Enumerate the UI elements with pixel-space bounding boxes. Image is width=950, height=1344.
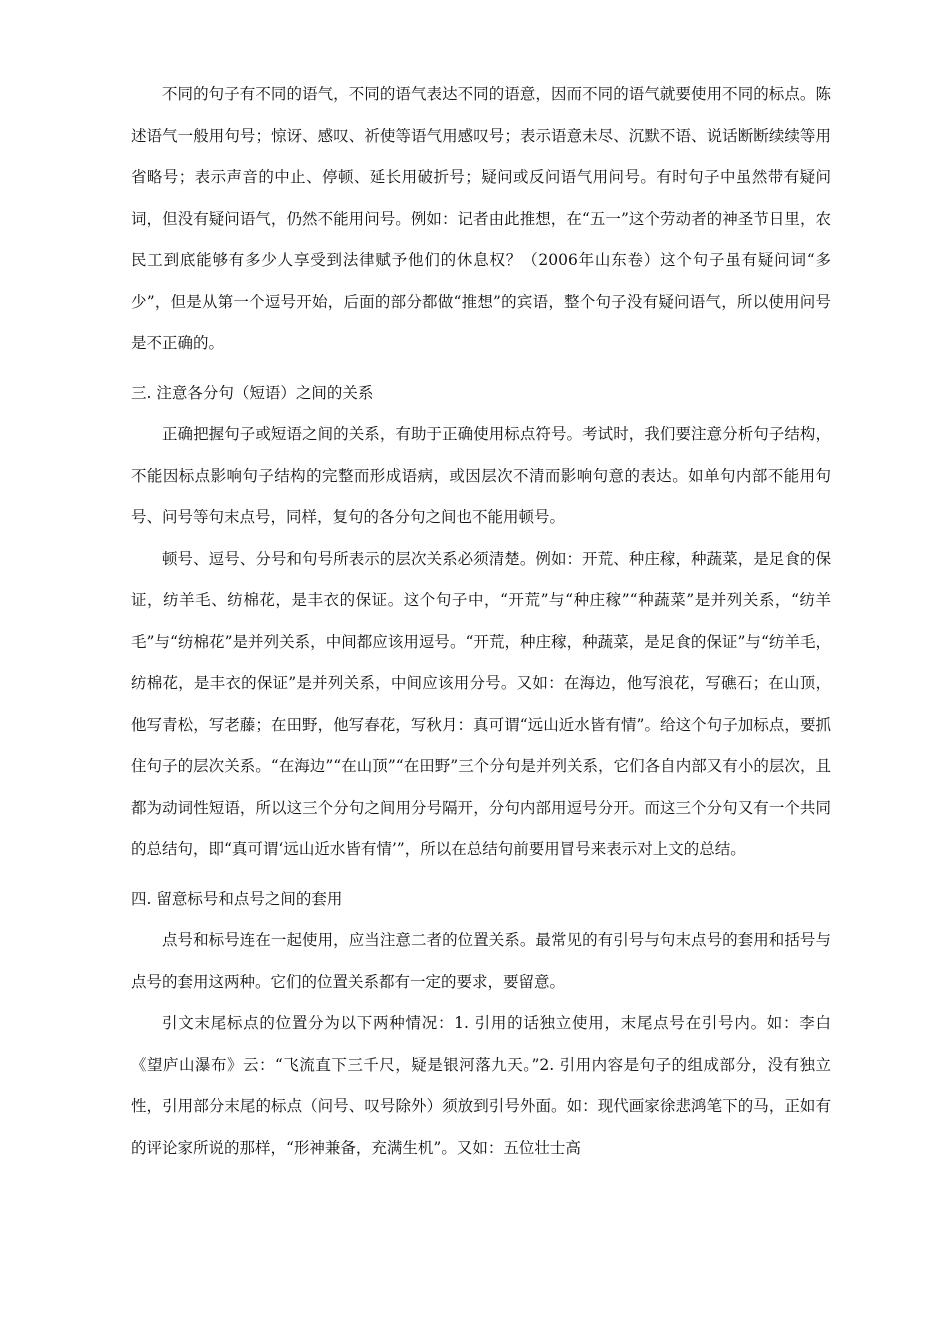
paragraph-hierarchy-example: 顿号、逗号、分号和句号所表示的层次关系必须清楚。例如：开荒、种庄稼，种蔬菜，是足食的保证，纺羊毛、纺棉花，是丰衣的保证。这个句子中，“开荒”与“种庄稼”“种蔬菜”是并列关系，“纺羊毛”与“纺棉花”是并列关系，中间都应该用逗号。“开荒，种庄稼，种蔬菜，是足食的保证”与“纺羊毛，纺棉花，是丰衣的保证”是并列关系，中间应该用分号。又如：在海边，他写浪花，写礁石；在山顶，他写青松，写老藤；在田野，他写春花，写秋月：真可谓“远山近水皆有情”。给这个句子加标点，要抓住句子的层次关系。“在海边”“在山顶”“在田野”三个分句是并列关系，它们各自内部又有小的层次，且都为动词性短语，所以这三个分句之间用分号隔开，分句内部用逗号分开。而这三个分句又有一个共同的总结句，即“真可谓‘远山近水皆有情’”，所以在总结句前要用冒号来表示对上文的总结。	[131, 549, 831, 858]
paragraph-mark-position: 点号和标号连在一起使用，应当注意二者的位置关系。最常见的有引号与句末点号的套用和括号与点号的套用这两种。它们的位置关系都有一定的要求，要留意。	[131, 931, 831, 991]
document-page	[131, 74, 831, 1169]
section-heading-clause-relations: 三. 注意各分句（短语）之间的关系	[131, 383, 374, 402]
paragraph-quote-ending: 引文末尾标点的位置分为以下两种情况：1. 引用的话独立使用，末尾点号在引号内。如：李白《望庐山瀑布》云：“飞流直下三千尺，疑是银河落九天。”2. 引用内容是句子的组成部分，没有独立性，引用部分末尾的标点（问号、叹号除外）须放到引号外面。如：现代画家徐悲鸿笔下的马，正如有的评论家所说的那样，“形神兼备，充满生机”。又如：五位壮士高	[131, 1014, 831, 1157]
paragraph-sentence-structure: 正确把握句子或短语之间的关系，有助于正确使用标点符号。考试时，我们要注意分析句子结构，不能因标点影响句子结构的完整而形成语病，或因层次不清而影响句意的表达。如单句内部不能用句号、问号等句末点号，同样，复句的各分句之间也不能用顿号。	[131, 425, 831, 526]
paragraph-tone-punctuation: 不同的句子有不同的语气，不同的语气表达不同的语意，因而不同的语气就要使用不同的标点。陈述语气一般用句号；惊讶、感叹、祈使等语气用感叹号；表示语意未尽、沉默不语、说话断断续续等用省略号；表示声音的中止、停顿、延长用破折号；疑问或反问语气用问号。有时句子中虽然带有疑问词，但没有疑问语气，仍然不能用问号。例如：记者由此推想，在“五一”这个劳动者的神圣节日里，农民工到底能够有多少人享受到法律赋予他们的休息权？（2006年山东卷）这个句子虽有疑问词“多少”，但是从第一个逗号开始，后面的部分都做“推想”的宾语，整个句子没有疑问语气，所以使用问号是不正确的。	[131, 85, 831, 352]
section-heading-mark-nesting: 四. 留意标号和点号之间的套用	[131, 889, 343, 908]
